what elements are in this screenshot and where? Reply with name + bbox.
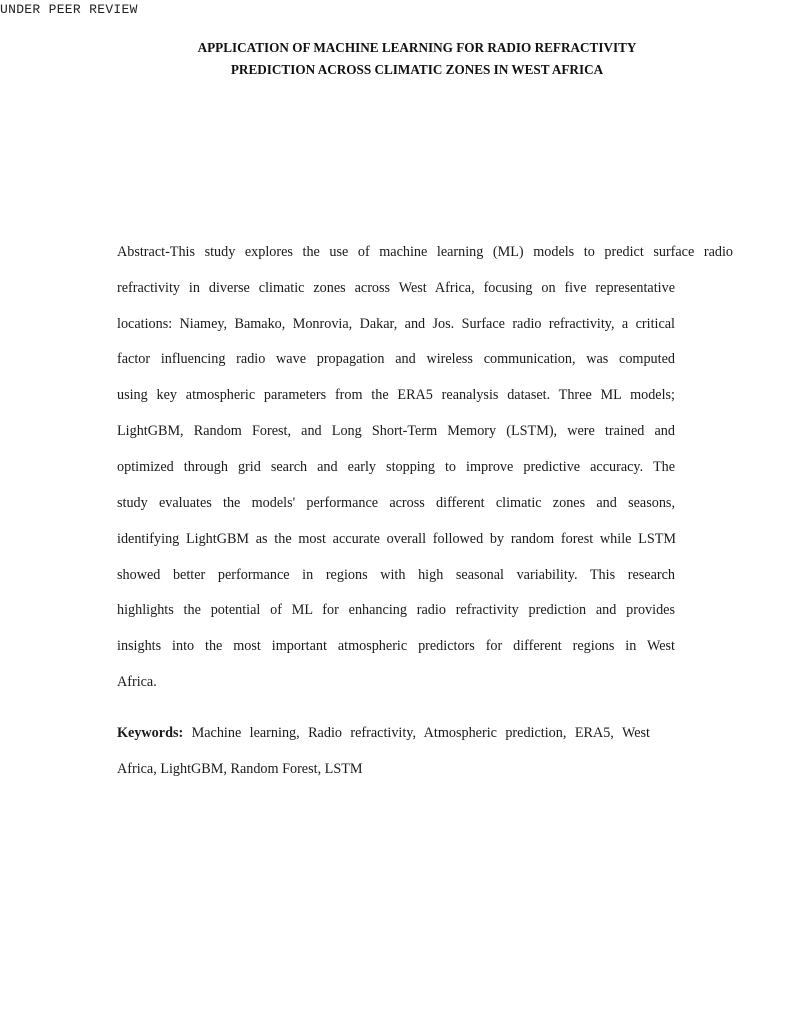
keywords-text: Machine learning, Radio refractivity, Atmospheric prediction, ERA5, West bbox=[183, 725, 650, 741]
abstract-line: showed better performance in regions with high seasonal variability. This research bbox=[117, 567, 675, 583]
abstract-line: Africa. bbox=[117, 674, 157, 690]
abstract-line: LightGBM, Random Forest, and Long Short-Term Memory (LSTM), were trained and bbox=[117, 423, 675, 439]
abstract-line: locations: Niamey, Bamako, Monrovia, Dakar, and Jos. Surface radio refractivity, a critical bbox=[117, 316, 675, 332]
keywords-line-1 bbox=[117, 724, 650, 742]
abstract-line: identifying LightGBM as the most accurate overall followed by random forest while LSTM bbox=[117, 531, 676, 547]
abstract-line: study evaluates the models' performance across different climatic zones and seasons, bbox=[117, 495, 675, 511]
abstract-line: Abstract-This study explores the use of machine learning (ML) models to predict surface radio bbox=[117, 244, 733, 260]
paper-title-line-2: PREDICTION ACROSS CLIMATIC ZONES IN WEST AFRICA bbox=[230, 62, 604, 77]
keywords-line-2: Africa, LightGBM, Random Forest, LSTM bbox=[117, 761, 363, 777]
abstract-line: insights into the most important atmospheric predictors for different regions in West bbox=[117, 638, 675, 654]
abstract-line: optimized through grid search and early stopping to improve predictive accuracy. The bbox=[117, 459, 675, 475]
abstract-line: factor influencing radio wave propagation and wireless communication, was computed bbox=[117, 351, 675, 367]
paper-title-line-1: APPLICATION OF MACHINE LEARNING FOR RADIO REFRACTIVITY bbox=[197, 40, 637, 55]
abstract-line: highlights the potential of ML for enhancing radio refractivity prediction and provides bbox=[117, 602, 675, 618]
abstract-line: using key atmospheric parameters from the ERA5 reanalysis dataset. Three ML models; bbox=[117, 387, 675, 403]
abstract-line: refractivity in diverse climatic zones across West Africa, focusing on five representative bbox=[117, 280, 675, 296]
peer-review-tag: UNDER PEER REVIEW bbox=[0, 2, 138, 17]
keywords-label: Keywords: bbox=[117, 725, 184, 741]
